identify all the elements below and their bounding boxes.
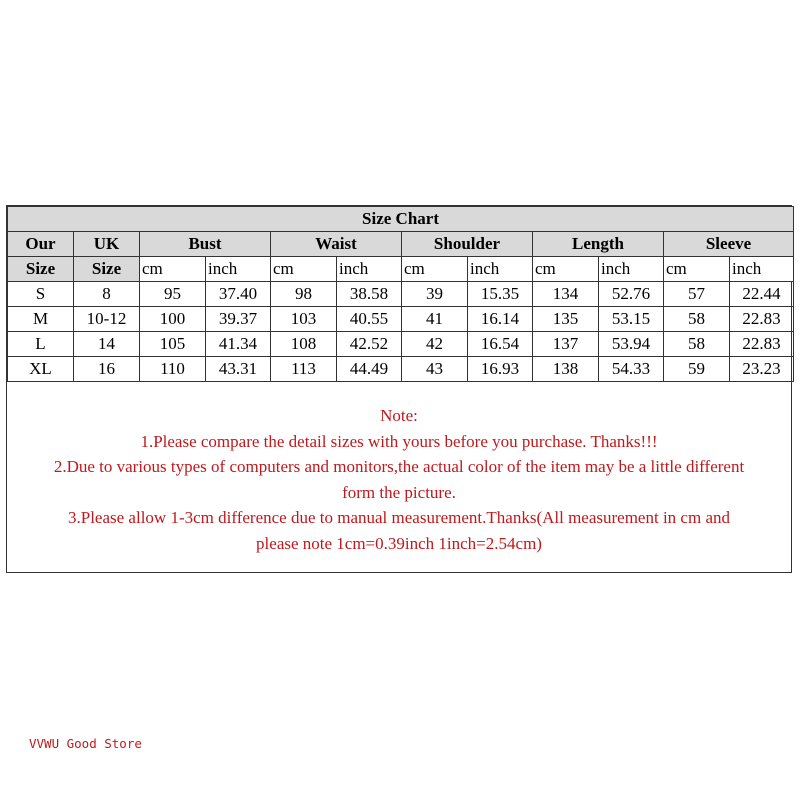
table-cell: 138 (533, 357, 599, 382)
table-cell: 22.83 (730, 332, 794, 357)
table-cell: M (8, 307, 74, 332)
table-cell: 8 (74, 282, 140, 307)
table-cell: 52.76 (599, 282, 664, 307)
table-cell: 16.93 (468, 357, 533, 382)
table-cell: 53.15 (599, 307, 664, 332)
table-cell: 22.44 (730, 282, 794, 307)
table-cell: 15.35 (468, 282, 533, 307)
unit-inch: inch (730, 257, 794, 282)
note-line: form the picture. (342, 482, 456, 502)
table-cell: 137 (533, 332, 599, 357)
table-row (8, 282, 794, 307)
table-cell: 40.55 (337, 307, 402, 332)
table-cell: 53.94 (599, 332, 664, 357)
note-line: 1.Please compare the detail sizes with yours before you purchase. Thanks!!! (140, 431, 658, 451)
table-cell: 22.83 (730, 307, 794, 332)
table-cell: 110 (140, 357, 206, 382)
table-cell: 16.14 (468, 307, 533, 332)
table-cell: 37.40 (206, 282, 271, 307)
table-cell: 113 (271, 357, 337, 382)
table-cell: 103 (271, 307, 337, 332)
table-cell: S (8, 282, 74, 307)
unit-cm: cm (402, 257, 468, 282)
table-cell: 23.23 (730, 357, 794, 382)
shoulder-header: Shoulder (402, 232, 533, 257)
table-cell: 135 (533, 307, 599, 332)
table-cell: 43.31 (206, 357, 271, 382)
note-heading: Note: (380, 406, 418, 425)
table-cell: 16 (74, 357, 140, 382)
table-cell: 134 (533, 282, 599, 307)
note-line: please note 1cm=0.39inch 1inch=2.54cm) (256, 533, 542, 553)
unit-inch: inch (599, 257, 664, 282)
table-cell: 100 (140, 307, 206, 332)
table-cell: 42.52 (337, 332, 402, 357)
table-cell: 44.49 (337, 357, 402, 382)
table-cell: 16.54 (468, 332, 533, 357)
length-header: Length (533, 232, 664, 257)
notes-block (7, 382, 791, 556)
unit-cm: cm (664, 257, 730, 282)
table-cell: 95 (140, 282, 206, 307)
table-cell: 58 (664, 307, 730, 332)
unit-inch: inch (337, 257, 402, 282)
table-cell: XL (8, 357, 74, 382)
unit-inch: inch (206, 257, 271, 282)
table-cell: 43 (402, 357, 468, 382)
unit-inch: inch (468, 257, 533, 282)
table-cell: 14 (74, 332, 140, 357)
table-cell: 39 (402, 282, 468, 307)
table-row (8, 332, 794, 357)
waist-header: Waist (271, 232, 402, 257)
table-row (8, 357, 794, 382)
table-cell: 59 (664, 357, 730, 382)
unit-cm: cm (533, 257, 599, 282)
sleeve-header: Sleeve (664, 232, 794, 257)
table-cell: 39.37 (206, 307, 271, 332)
uk-size-header-line1: UK (74, 232, 140, 257)
uk-size-header-line2: Size (74, 257, 140, 282)
table-cell: 98 (271, 282, 337, 307)
table-cell: 105 (140, 332, 206, 357)
our-size-header-line2: Size (8, 257, 74, 282)
unit-cm: cm (140, 257, 206, 282)
table-row (8, 307, 794, 332)
table-cell: 42 (402, 332, 468, 357)
size-chart-sheet (6, 205, 792, 573)
table-cell: 57 (664, 282, 730, 307)
size-chart-table (7, 206, 794, 382)
unit-cm: cm (271, 257, 337, 282)
table-cell: 54.33 (599, 357, 664, 382)
bust-header: Bust (140, 232, 271, 257)
table-title: Size Chart (8, 207, 794, 232)
note-line: 3.Please allow 1-3cm difference due to manual measurement.Thanks(All measurement in cm and (68, 508, 730, 527)
store-name: VVWU Good Store (29, 736, 142, 751)
table-cell: 38.58 (337, 282, 402, 307)
table-cell: L (8, 332, 74, 357)
table-cell: 108 (271, 332, 337, 357)
table-cell: 41 (402, 307, 468, 332)
table-cell: 58 (664, 332, 730, 357)
table-cell: 10-12 (74, 307, 140, 332)
note-line: 2.Due to various types of computers and monitors,the actual color of the item may be a little different (53, 457, 745, 476)
our-size-header-line1: Our (8, 232, 74, 257)
table-cell: 41.34 (206, 332, 271, 357)
